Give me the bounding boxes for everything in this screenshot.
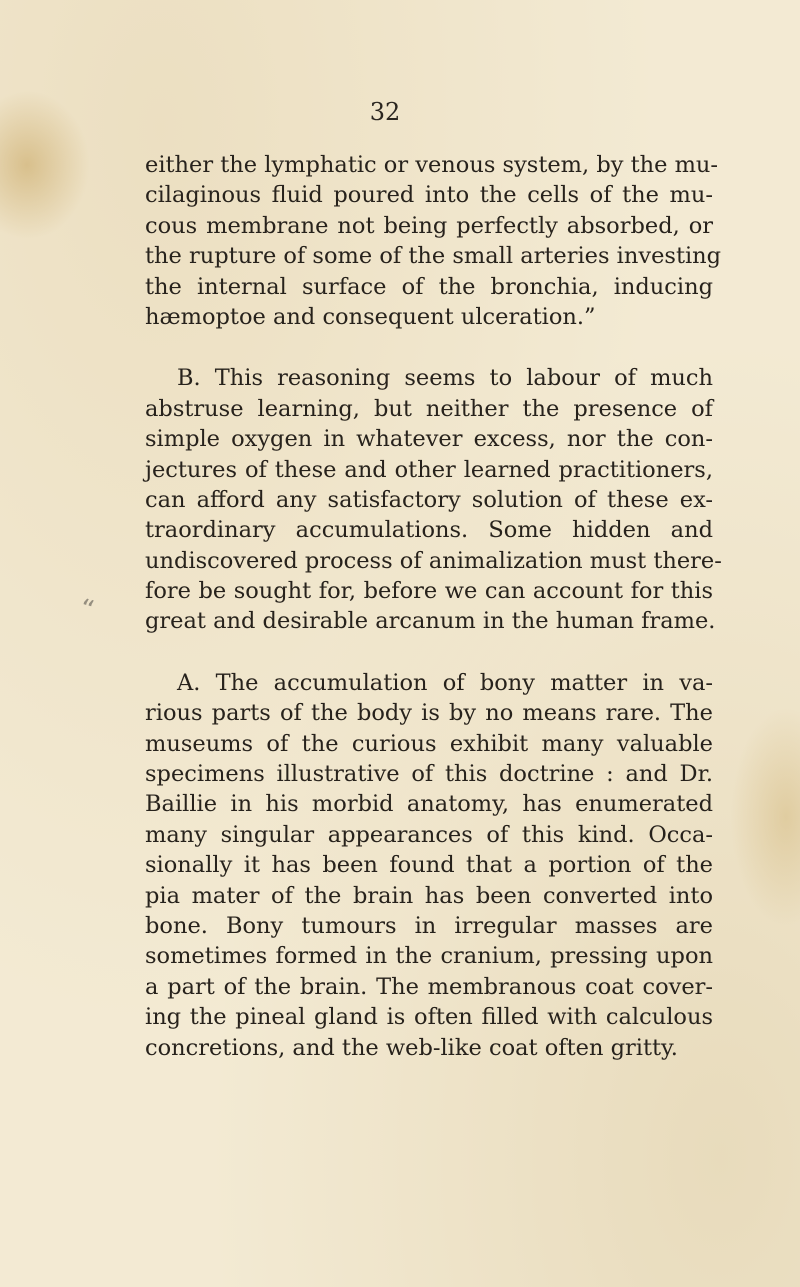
text-line: either the lymphatic or venous system, by the mu- xyxy=(145,152,719,178)
text-line: B. This reasoning seems to labour of much xyxy=(177,365,713,392)
body-text xyxy=(145,150,722,1063)
text-line: concretions, and the web-like coat often gritty. xyxy=(145,1034,678,1061)
text-line: cilaginous fluid poured into the cells of the mu- xyxy=(145,182,713,209)
text-line: the rupture of some of the small arteries investing xyxy=(145,243,722,270)
paper-stain xyxy=(0,90,90,240)
text-line: jectures of these and other learned practitioners, xyxy=(145,456,713,483)
paragraph-a xyxy=(145,668,713,1063)
text-line: traordinary accumulations. Some hidden and xyxy=(145,517,713,544)
paragraph-continued xyxy=(145,150,722,332)
text-line: hæmoptoe and consequent ulceration.” xyxy=(145,303,596,330)
text-line: pia mater of the brain has been converted into xyxy=(145,882,713,909)
paper-stain xyxy=(730,707,800,927)
text-line: Baillie in his morbid anatomy, has enumerated xyxy=(145,791,713,818)
text-line: the internal surface of the bronchia, inducing xyxy=(145,273,713,300)
text-line: sometimes formed in the cranium, pressing upon xyxy=(145,943,713,970)
paragraph-gap xyxy=(145,332,713,363)
text-line: bone. Bony tumours in irregular masses are xyxy=(145,912,713,939)
margin-pencil-mark: “ xyxy=(76,593,98,627)
text-line: ing the pineal gland is often filled with calculous xyxy=(145,1004,713,1031)
text-line: abstruse learning, but neither the presence of xyxy=(145,395,713,422)
text-line: a part of the brain. The membranous coat cover- xyxy=(145,973,713,1000)
text-line: simple oxygen in whatever excess, nor the con- xyxy=(145,426,713,453)
text-line: museums of the curious exhibit many valuable xyxy=(145,730,713,757)
text-line: many singular appearances of this kind. Occa- xyxy=(145,821,713,848)
paragraph-gap xyxy=(145,637,713,668)
text-line: fore be sought for, before we can account for this xyxy=(145,578,713,605)
text-line: specimens illustrative of this doctrine : and Dr. xyxy=(145,761,713,788)
page-number: 32 xyxy=(369,98,401,126)
text-line: cous membrane not being perfectly absorbed, or xyxy=(145,212,713,239)
text-line: rious parts of the body is by no means rare. The xyxy=(145,700,713,727)
text-line: can afford any satisfactory solution of these ex- xyxy=(145,486,713,513)
text-line: sionally it has been found that a portion of the xyxy=(145,852,713,879)
text-line: great and desirable arcanum in the human frame. xyxy=(145,608,716,635)
paragraph-b xyxy=(145,363,722,637)
text-line: undiscovered process of animalization must there- xyxy=(145,547,722,574)
text-line: A. The accumulation of bony matter in va- xyxy=(177,669,713,696)
